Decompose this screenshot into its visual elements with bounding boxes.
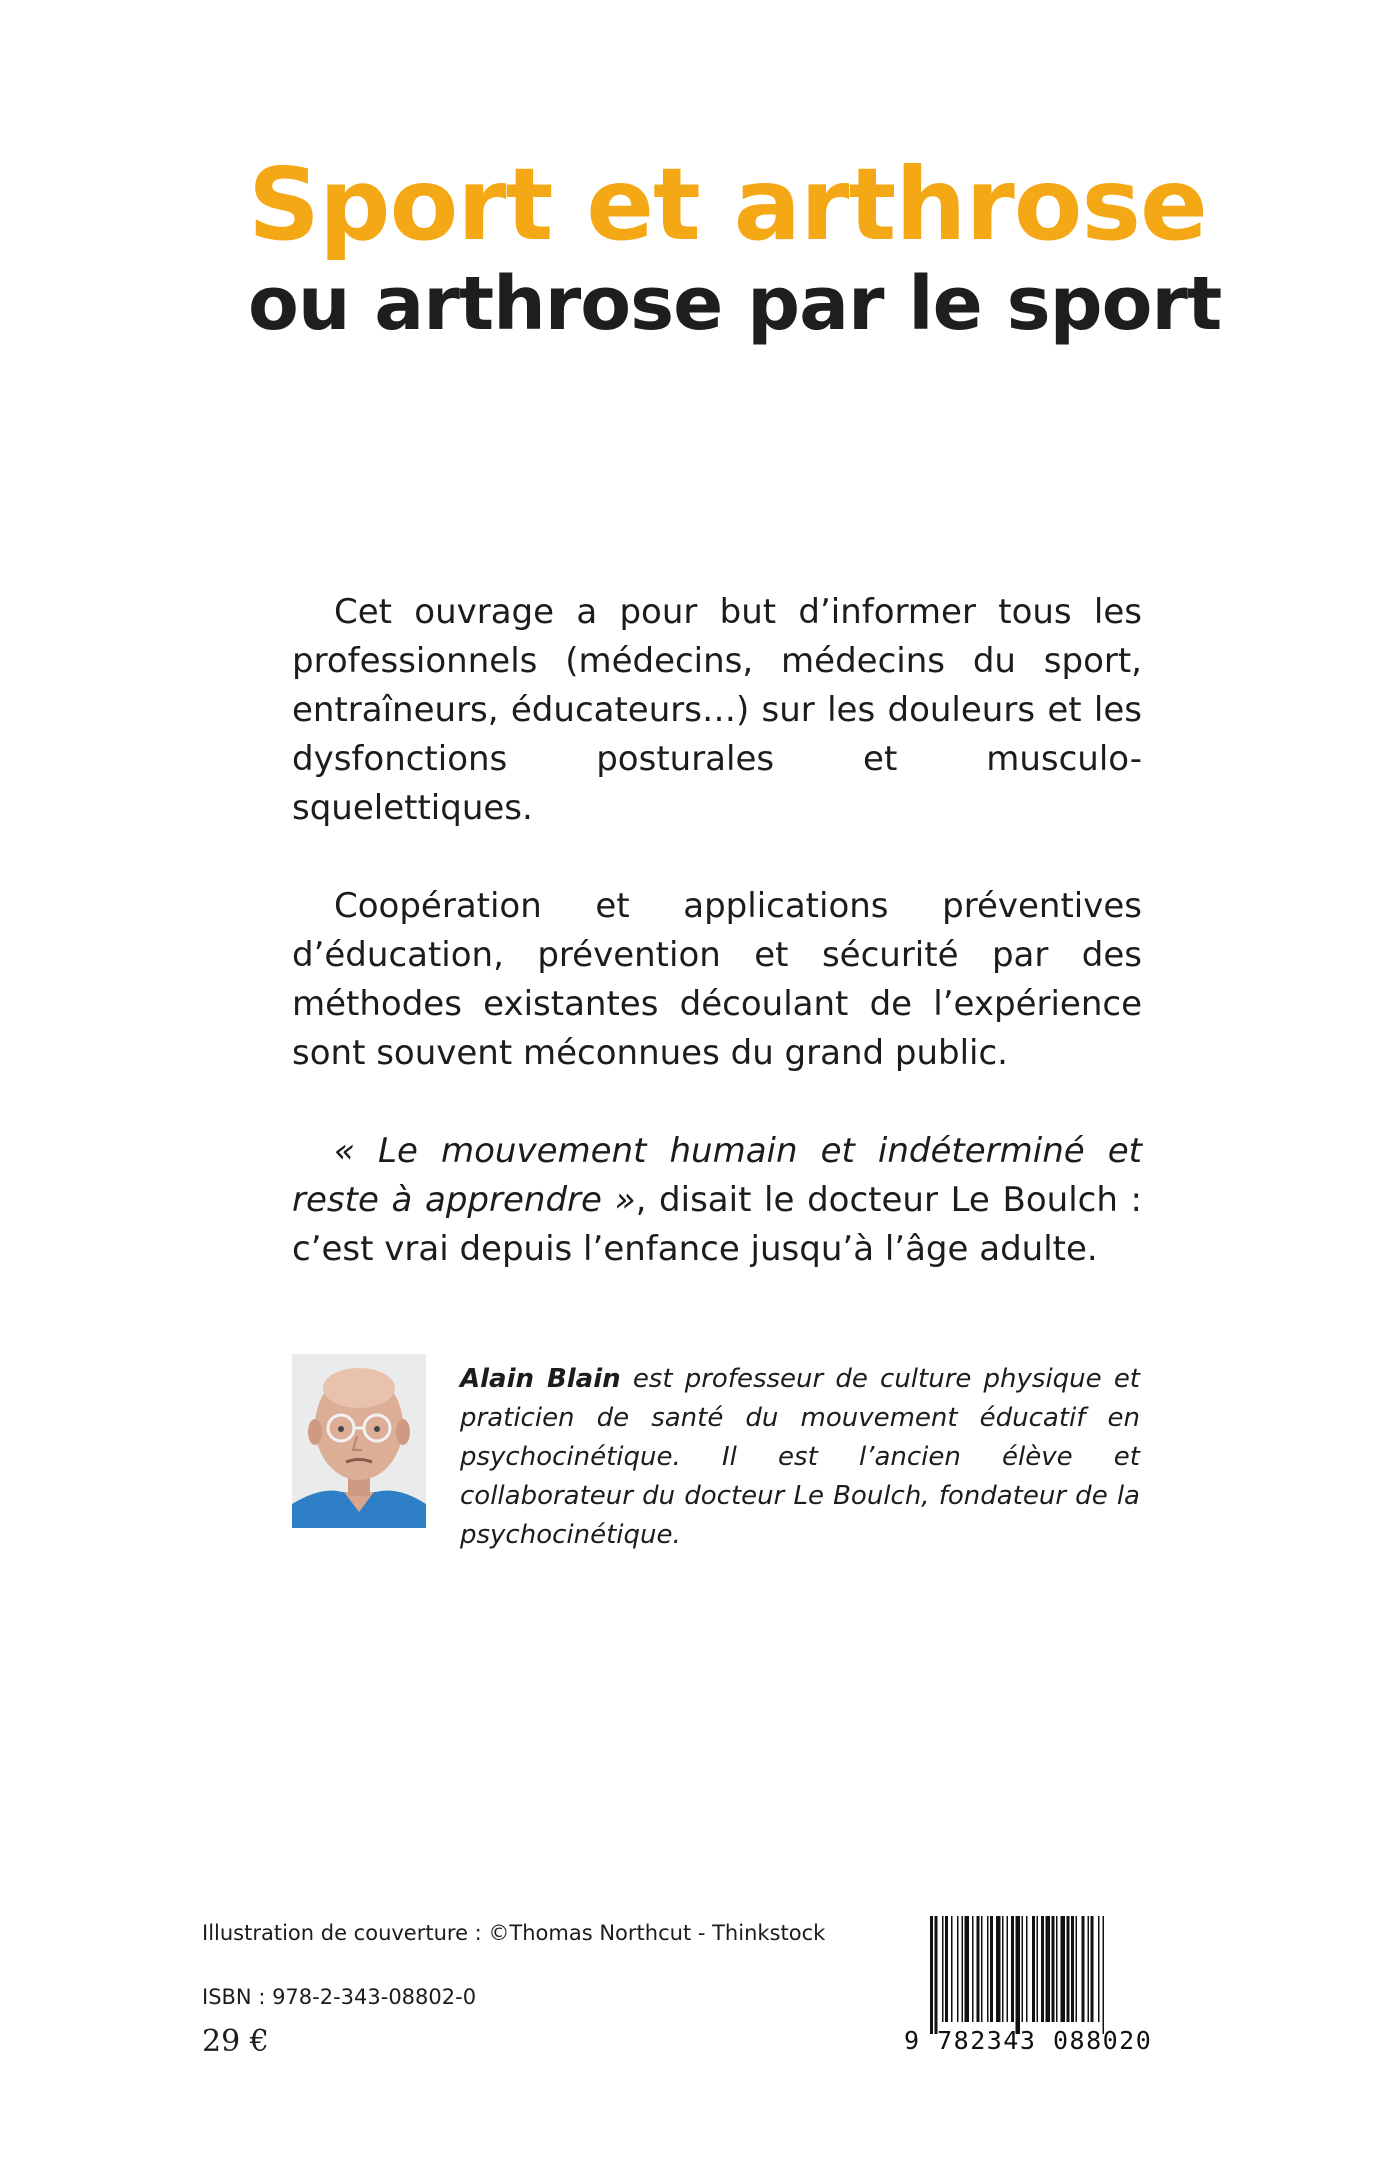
title-block bbox=[248, 146, 1222, 348]
barcode-bar bbox=[1098, 1916, 1100, 2022]
barcode-bar bbox=[1091, 1916, 1094, 2022]
barcode-bar bbox=[1082, 1916, 1085, 2022]
barcode-bar bbox=[996, 1916, 1001, 2022]
barcode-bar bbox=[1071, 1916, 1074, 2022]
isbn: ISBN : 978-2-343-08802-0 bbox=[202, 1985, 477, 2009]
barcode-bar bbox=[1046, 1916, 1051, 2022]
quote-attribution: , disait le docteur Le Boulch : c’est vrai depuis l’enfance jusqu’à l’âge adulte. bbox=[292, 1180, 1142, 1269]
barcode-bar bbox=[1037, 1916, 1039, 2022]
blurb-paragraph-2: Coopération et applications préventives d’éducation, prévention et sécurité par des méthodes existantes découlant de l’expérience sont souvent méconnues du grand public. bbox=[292, 886, 1142, 1073]
author-description: est professeur de culture physique et praticien de santé du mouvement éducatif en psychocinétique. Il est l’ancien élève et collaborateur du docteur Le Boulch, fondateur de la psychocinétique. bbox=[460, 1364, 1141, 1550]
barcode-bar bbox=[1103, 1916, 1105, 2034]
barcode-bar bbox=[965, 1916, 970, 2022]
barcode-bar bbox=[962, 1916, 964, 2022]
author-bio bbox=[460, 1360, 1140, 1555]
barcode-bar bbox=[957, 1916, 959, 2022]
barcode-bar bbox=[1041, 1916, 1044, 2022]
barcode-bar bbox=[951, 1916, 953, 2022]
barcode-bar bbox=[935, 1916, 938, 2034]
barcode-bar bbox=[977, 1916, 980, 2022]
author-photo bbox=[292, 1354, 426, 1528]
blurb-paragraph-3 bbox=[292, 1127, 1142, 1274]
barcode-bar bbox=[1088, 1916, 1090, 2022]
quote-text: « Le mouvement humain et indéterminé et reste à apprendre » bbox=[292, 1131, 1142, 1220]
book-title: Sport et arthrose bbox=[248, 146, 1207, 263]
book-subtitle: ou arthrose par le sport bbox=[248, 261, 1222, 347]
barcode-bar bbox=[1076, 1916, 1078, 2022]
barcode-bar bbox=[990, 1916, 993, 2022]
barcode-bar bbox=[1007, 1916, 1009, 2022]
author-name: Alain Blain bbox=[460, 1364, 621, 1394]
barcode-bar bbox=[1056, 1916, 1058, 2022]
barcode-bar bbox=[1011, 1916, 1014, 2022]
barcode-bar bbox=[987, 1916, 989, 2022]
blurb-paragraph-1: Cet ouvrage a pour but d’informer tous les professionnels (médecins, médecins du sport, entraîneurs, éducateurs…) sur les douleurs et les dysfonctions posturales et musculo-squelettiques. bbox=[292, 592, 1142, 828]
barcode-bar bbox=[945, 1916, 948, 2022]
illustration-credit: Illustration de couverture : ©Thomas Northcut - Thinkstock bbox=[202, 1921, 826, 1945]
barcode-bar bbox=[1032, 1916, 1035, 2022]
barcode-bar bbox=[1052, 1916, 1055, 2022]
barcode-bar bbox=[981, 1916, 983, 2022]
barcode-bar bbox=[972, 1916, 974, 2022]
barcode-bar bbox=[1026, 1916, 1028, 2022]
barcode-bar bbox=[1022, 1916, 1024, 2022]
blurb bbox=[292, 588, 1142, 1323]
barcode-bar bbox=[930, 1916, 933, 2034]
barcode-bar bbox=[1061, 1916, 1066, 2022]
barcode-bar bbox=[1002, 1916, 1004, 2022]
barcode-digits: 9 782343 088020 bbox=[904, 2026, 1153, 2055]
barcode-bar bbox=[1016, 1916, 1021, 2034]
barcode bbox=[928, 1916, 1204, 2036]
barcode-bar bbox=[1067, 1916, 1070, 2022]
barcode-bar bbox=[942, 1916, 944, 2022]
price: 29 € bbox=[202, 2024, 269, 2059]
